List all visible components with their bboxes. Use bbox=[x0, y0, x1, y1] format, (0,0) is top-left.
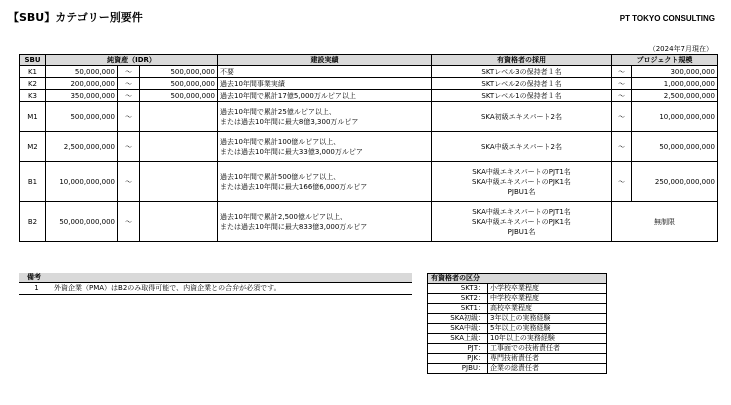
table-header-row bbox=[20, 55, 718, 66]
legend-row bbox=[428, 324, 607, 334]
legend-row bbox=[428, 294, 607, 304]
construction-line: 過去10年間で累計100億ルピア以上、 bbox=[220, 137, 341, 146]
legend-code: SKT3： bbox=[428, 284, 488, 294]
project-tilde: ～ bbox=[612, 132, 632, 162]
sbu-cell: B2 bbox=[20, 202, 46, 242]
construction-cell bbox=[218, 162, 432, 202]
header-construction: 建設実績 bbox=[218, 55, 432, 66]
project-cell: 1,000,000,000 bbox=[632, 78, 718, 90]
construction-line: または過去10年間に最大33億3,000万ルピア bbox=[220, 147, 363, 156]
asset-tilde: ～ bbox=[118, 102, 140, 132]
qualified-line: PJBU1名 bbox=[507, 187, 536, 196]
qualified-cell bbox=[432, 66, 612, 78]
asset-tilde: ～ bbox=[118, 78, 140, 90]
legend-desc: 3年以上の実務経験 bbox=[488, 314, 607, 324]
qualified-line: SKTレベル2の保持者１名 bbox=[481, 79, 562, 88]
construction-line: または過去10年間に最大166億6,000万ルピア bbox=[220, 182, 368, 191]
project-tilde: ～ bbox=[612, 78, 632, 90]
asset-from-cell: 10,000,000,000 bbox=[46, 162, 118, 202]
legend-desc: 小学校卒業程度 bbox=[488, 284, 607, 294]
construction-cell bbox=[218, 90, 432, 102]
legend-code: PJT： bbox=[428, 344, 488, 354]
qualified-line: SKA中級エキスパートのPJT1名 bbox=[472, 207, 571, 216]
legend-row bbox=[428, 334, 607, 344]
construction-cell bbox=[218, 202, 432, 242]
header-sbu: SBU bbox=[20, 55, 46, 66]
qualified-line: SKTレベル1の保持者１名 bbox=[481, 91, 562, 100]
legend-desc: 中学校卒業程度 bbox=[488, 294, 607, 304]
qualified-line: SKA中級エキスパート2名 bbox=[480, 142, 562, 151]
construction-line: 過去10年間で累計500億ルピア以上、 bbox=[220, 172, 341, 181]
construction-line: 過去10年間事業実績 bbox=[220, 79, 285, 88]
table-row bbox=[20, 90, 718, 102]
requirements-table bbox=[19, 54, 718, 242]
legend-row bbox=[428, 284, 607, 294]
legend-code: SKA初級： bbox=[428, 314, 488, 324]
legend-row bbox=[428, 354, 607, 364]
legend-code: SKT2： bbox=[428, 294, 488, 304]
legend-row bbox=[428, 344, 607, 354]
legend-desc: 専門技術責任者 bbox=[488, 354, 607, 364]
asset-from-cell: 50,000,000 bbox=[46, 66, 118, 78]
sbu-cell: M2 bbox=[20, 132, 46, 162]
legend-desc: 企業の総責任者 bbox=[488, 364, 607, 374]
construction-line: 過去10年間で累計17億5,000万ルピア以上 bbox=[220, 91, 356, 100]
legend-code: SKA上級： bbox=[428, 334, 488, 344]
legend-desc: 工事面での技術責任者 bbox=[488, 344, 607, 354]
asset-to-cell bbox=[140, 102, 218, 132]
qualified-line: SKA中級エキスパートのPJK1名 bbox=[472, 177, 571, 186]
company-name: PT TOKYO CONSULTING bbox=[619, 14, 715, 23]
qualified-line: PJBU1名 bbox=[507, 227, 536, 236]
legend-code: SKA中級： bbox=[428, 324, 488, 334]
project-cell: 250,000,000,000 bbox=[632, 162, 718, 202]
asset-tilde: ～ bbox=[118, 132, 140, 162]
qualified-line: SKA中級エキスパートのPJT1名 bbox=[472, 167, 571, 176]
legend-code: PJK： bbox=[428, 354, 488, 364]
qualified-line: SKA初級エキスパート2名 bbox=[480, 112, 562, 121]
qualified-line: SKA中級エキスパートのPJK1名 bbox=[472, 217, 571, 226]
asset-from-cell: 500,000,000 bbox=[46, 102, 118, 132]
qualified-cell bbox=[432, 162, 612, 202]
project-cell: 300,000,000 bbox=[632, 66, 718, 78]
legend-code: PJBU： bbox=[428, 364, 488, 374]
qualified-cell bbox=[432, 132, 612, 162]
legend-row bbox=[428, 314, 607, 324]
asset-from-cell: 200,000,000 bbox=[46, 78, 118, 90]
table-row bbox=[20, 132, 718, 162]
notes-header: 備考 bbox=[19, 273, 412, 283]
legend-header: 有資格者の区分 bbox=[427, 273, 607, 283]
note-number: 1 bbox=[34, 284, 39, 292]
qualification-legend bbox=[427, 273, 607, 374]
project-cell: 50,000,000,000 bbox=[632, 132, 718, 162]
note-text: 外資企業（PMA）はB2のみ取得可能で、内資企業との合弁が必須です。 bbox=[54, 284, 281, 292]
project-cell: 2,500,000,000 bbox=[632, 90, 718, 102]
notes-section bbox=[19, 273, 412, 295]
asset-to-cell: 500,000,000 bbox=[140, 90, 218, 102]
asset-to-cell bbox=[140, 202, 218, 242]
project-cell: 無制限 bbox=[612, 202, 718, 242]
construction-cell bbox=[218, 102, 432, 132]
table-row bbox=[20, 66, 718, 78]
note-item bbox=[19, 283, 412, 295]
header-project: プロジェクト規模 bbox=[612, 55, 718, 66]
asset-to-cell bbox=[140, 162, 218, 202]
asset-to-cell: 500,000,000 bbox=[140, 66, 218, 78]
sbu-cell: K2 bbox=[20, 78, 46, 90]
project-tilde: ～ bbox=[612, 162, 632, 202]
qualified-line: SKTレベル3の保持者１名 bbox=[481, 67, 562, 76]
page-title: 【SBU】カテゴリー別要件 bbox=[8, 11, 143, 24]
qualified-cell bbox=[432, 102, 612, 132]
construction-line: 不要 bbox=[220, 67, 234, 76]
qualified-cell bbox=[432, 90, 612, 102]
legend-row bbox=[428, 304, 607, 314]
asset-to-cell: 500,000,000 bbox=[140, 78, 218, 90]
as-of-date: （2024年7月現在） bbox=[648, 45, 713, 53]
legend-desc: 10年以上の実務経験 bbox=[488, 334, 607, 344]
table-row bbox=[20, 102, 718, 132]
legend-desc: 5年以上の実務経験 bbox=[488, 324, 607, 334]
project-tilde: ～ bbox=[612, 66, 632, 78]
sbu-cell: K1 bbox=[20, 66, 46, 78]
asset-tilde: ～ bbox=[118, 66, 140, 78]
construction-line: 過去10年間で累計2,500億ルピア以上、 bbox=[220, 212, 347, 221]
header-qualified: 有資格者の採用 bbox=[432, 55, 612, 66]
asset-to-cell bbox=[140, 132, 218, 162]
construction-line: 過去10年間で累計25億ルピア以上、 bbox=[220, 107, 336, 116]
construction-cell bbox=[218, 132, 432, 162]
asset-from-cell: 2,500,000,000 bbox=[46, 132, 118, 162]
asset-tilde: ～ bbox=[118, 202, 140, 242]
construction-line: または過去10年間に最大8億3,300万ルピア bbox=[220, 117, 359, 126]
sbu-cell: K3 bbox=[20, 90, 46, 102]
legend-row bbox=[428, 364, 607, 374]
project-tilde: ～ bbox=[612, 90, 632, 102]
construction-cell bbox=[218, 66, 432, 78]
asset-tilde: ～ bbox=[118, 90, 140, 102]
construction-cell bbox=[218, 78, 432, 90]
qualified-cell bbox=[432, 202, 612, 242]
qualified-cell bbox=[432, 78, 612, 90]
table-row bbox=[20, 78, 718, 90]
project-tilde: ～ bbox=[612, 102, 632, 132]
asset-from-cell: 350,000,000 bbox=[46, 90, 118, 102]
sbu-cell: B1 bbox=[20, 162, 46, 202]
legend-desc: 高校卒業程度 bbox=[488, 304, 607, 314]
asset-from-cell: 50,000,000,000 bbox=[46, 202, 118, 242]
table-row bbox=[20, 162, 718, 202]
asset-tilde: ～ bbox=[118, 162, 140, 202]
legend-code: SKT1： bbox=[428, 304, 488, 314]
construction-line: または過去10年間に最大833億3,000万ルピア bbox=[220, 222, 368, 231]
project-cell: 10,000,000,000 bbox=[632, 102, 718, 132]
sbu-cell: M1 bbox=[20, 102, 46, 132]
header-net-assets: 純資産（IDR） bbox=[46, 55, 218, 66]
table-row bbox=[20, 202, 718, 242]
